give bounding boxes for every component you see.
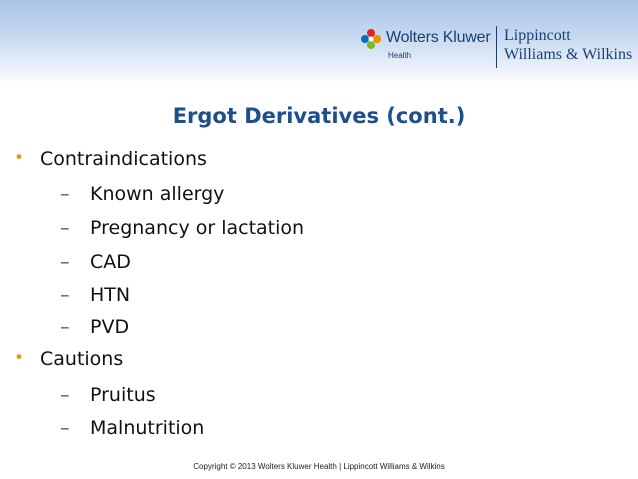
brand-name: Wolters Kluwer <box>386 29 491 46</box>
bullet-dot-icon: • <box>14 348 25 368</box>
dash-icon: – <box>60 251 70 273</box>
bullet-text: Contraindications <box>40 148 207 170</box>
sub-bullet-text: Pruitus <box>90 384 156 406</box>
sub-bullet-text: PVD <box>90 316 130 338</box>
dash-icon: – <box>60 316 70 338</box>
sub-bullet-text: HTN <box>90 284 131 306</box>
slide-title: Ergot Derivatives (cont.) <box>172 104 466 128</box>
copyright-footer: Copyright © 2013 Wolters Kluwer Health | Lippincott Williams & Wilkins <box>193 462 445 471</box>
sub-bullet-text: Known allergy <box>90 183 225 205</box>
sub-bullet-text: Malnutrition <box>90 417 205 439</box>
dash-icon: – <box>60 417 70 439</box>
partner-name-line2: Williams & Wilkins <box>504 46 633 63</box>
logo-divider <box>496 26 497 68</box>
bullet-text: Cautions <box>40 348 124 370</box>
wolters-kluwer-logo-icon <box>360 28 382 50</box>
dash-icon: – <box>60 217 70 239</box>
brand-sub: Health <box>388 51 412 60</box>
dash-icon: – <box>60 384 70 406</box>
partner-name-line1: Lippincott <box>504 27 571 44</box>
sub-bullet-text: Pregnancy or lactation <box>90 217 305 239</box>
dash-icon: – <box>60 284 70 306</box>
bullet-dot-icon: • <box>14 148 25 168</box>
sub-bullet-text: CAD <box>90 251 131 273</box>
dash-icon: – <box>60 183 70 205</box>
